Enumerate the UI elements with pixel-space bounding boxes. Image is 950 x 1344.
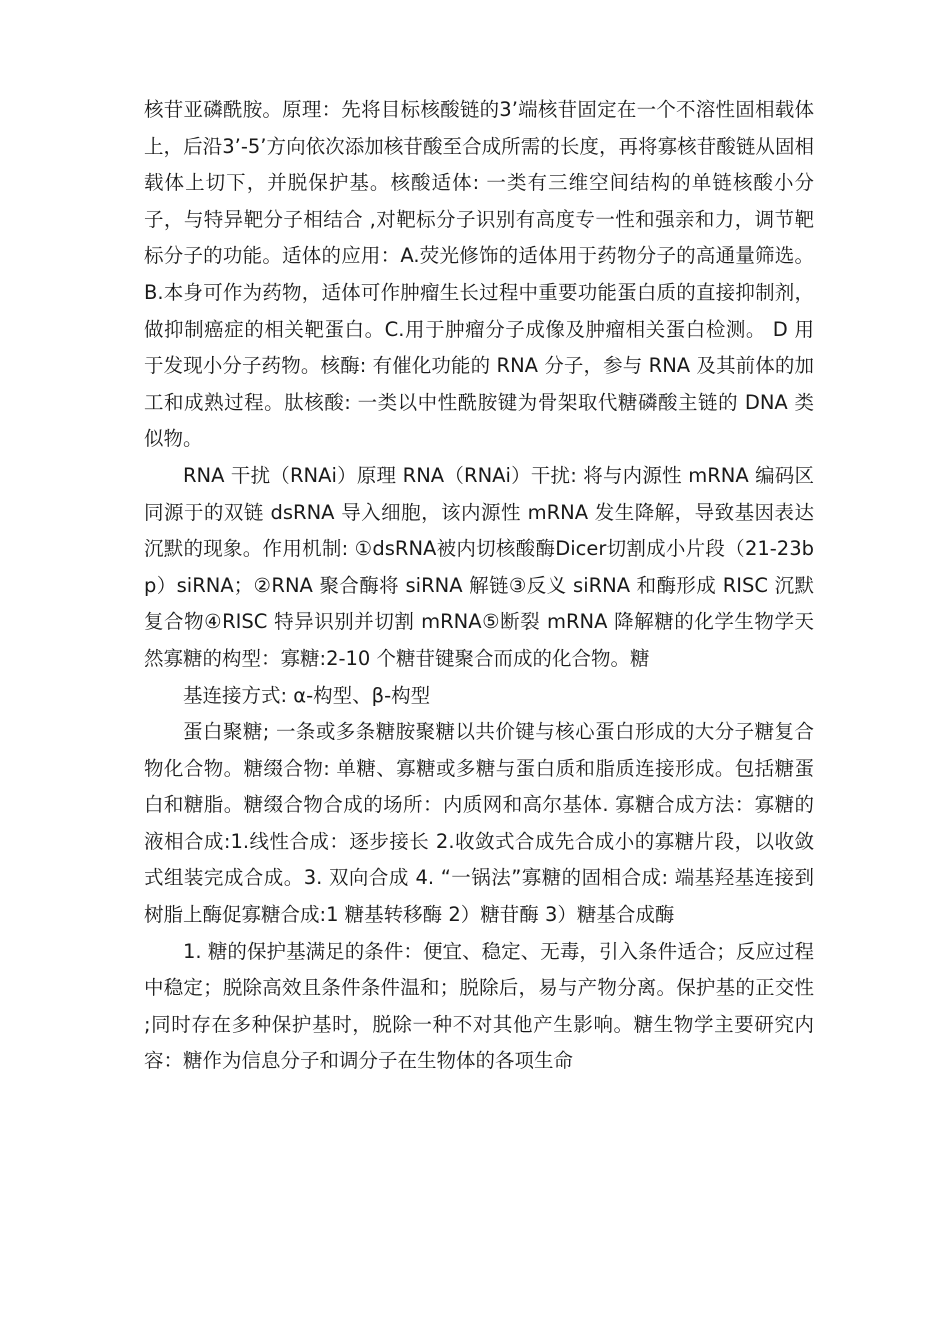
- paragraph-nucleic-acid-synthesis: 核苷亚磷酰胺。原理：先将目标核酸链的3’端核苷固定在一个不溶性固相载体上，后沿3’-5’方向依次添加核苷酸至合成所需的长度，再将寡核苷酸链从固相载体上切下，并脱保护基。核酸适体: 一类有三维空间结构的单链核酸小分子，与特异靶分子相结合 ,对靶标分子识别有高度专一性和强亲和力，调节靶标分子的功能。适体的应用：A.荧光修饰的适体用于药物分子的高通量筛选。 B.本身可作为药物，适体可作肿瘤生长过程中重要功能蛋白质的直接抑制剂，做抑制癌症的相关靶蛋白。C.用于肿瘤分子成像及肿瘤相关蛋白检测。 D 用于发现小分子药物。核酶: 有催化功能的 RNA 分子，参与 RNA 及其前体的加工和成熟过程。肽核酸: 一类以中性酰胺键为骨架取代糖磷酸主链的 DNA 类似物。: [144, 98, 814, 451]
- paragraph-proteoglycan: 蛋白聚糖; 一条或多条糖胺聚糖以共价键与核心蛋白形成的大分子糖复合物化合物。糖缀合物: 单糖、寡糖或多糖与蛋白质和脂质连接形成。包括糖蛋白和糖脂。糖缀合物合成的场所：内质网和高尔基体. 寡糖合成方法：寡糖的液相合成:1.线性合成：逐步接长 2.收敛式合成先合成小的寡糖片段，以收敛式组装完成合成。3. 双向合成 4. “一锅法”寡糖的固相合成: 端基羟基连接到树脂上酶促寡糖合成:1 糖基转移酶 2）糖苷酶 3）糖基合成酶: [144, 720, 814, 927]
- document-body: [144, 92, 814, 1080]
- paragraph-glycosidic-linkage: 基连接方式: α-构型、β-构型: [183, 683, 431, 707]
- paragraph-protecting-groups: 1. 糖的保护基满足的条件：便宜、稳定、无毒，引入条件适合；反应过程中稳定；脱除高效且条件条件温和；脱除后，易与产物分离。保护基的正交性 ;同时存在多种保护基时，脱除一种不对其他产生影响。糖生物学主要研究内容：糖作为信息分子和调分子在生物体的各项生命: [144, 939, 814, 1073]
- paragraph-rna-interference: RNA 干扰（RNAi）原理 RNA（RNAi）干扰: 将与内源性 mRNA 编码区同源于的双链 dsRNA 导入细胞，该内源性 mRNA 发生降解，导致基因表达沉默的现象。作用机制: ①dsRNA被内切核酸酶Dicer切割成小片段（21-23bp）siRNA；②RNA 聚合酶将 siRNA 解链③反义 siRNA 和酶形成 RISC 沉默复合物④RISC 特异识别并切割 mRNA⑤断裂 mRNA 降解糖的化学生物学天然寡糖的构型：寡糖:2-10 个糖苷键聚合而成的化合物。糖: [144, 463, 814, 670]
